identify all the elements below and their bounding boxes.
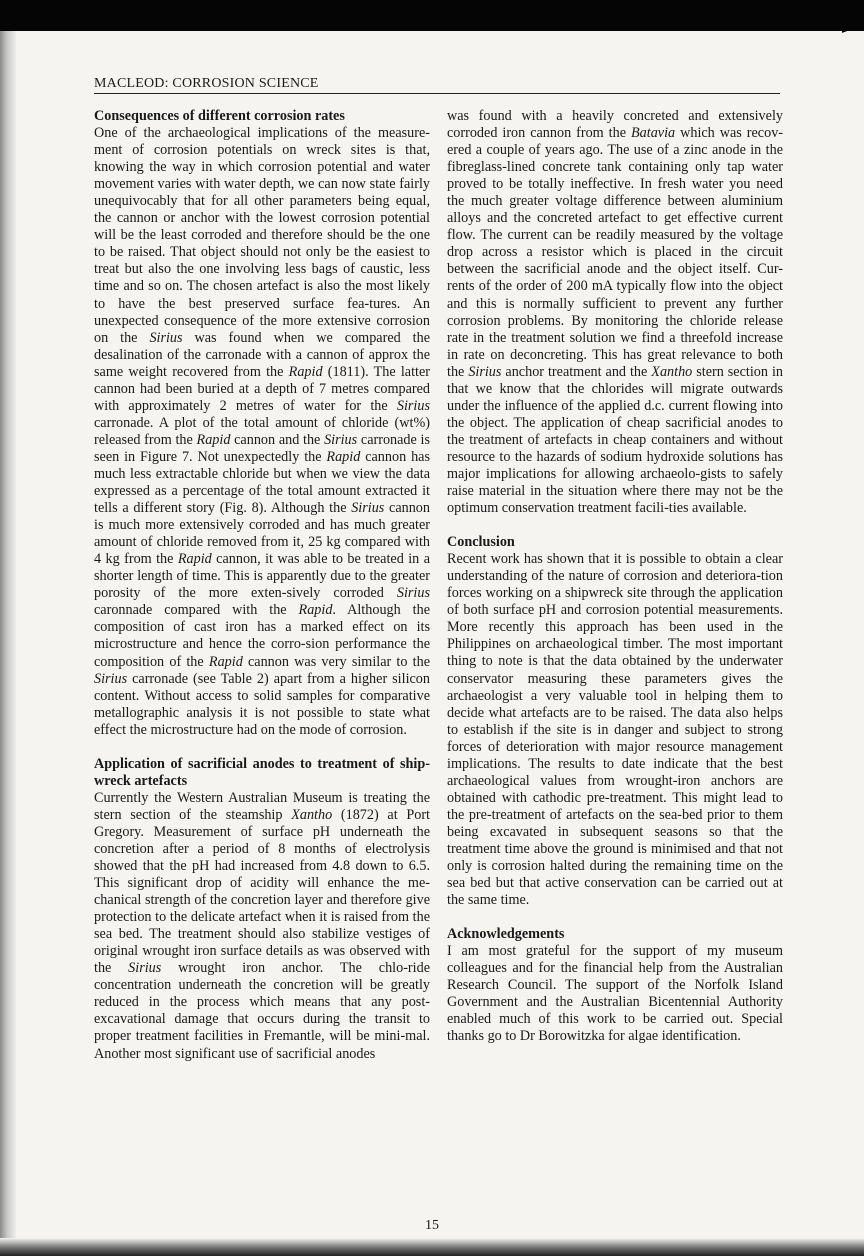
- paragraph-conclusion: Recent work has shown that it is possible to obtain a clear understanding of the nature of corrosion and deteriora-tion forces working on a shipwreck site through the application of both surface pH and corrosion potential measurements. More recently this approach has been used in the Philippines on archaeological timber. The most important thing to note is that the data obtained by the underwater conservator measuring these parameters gives the archaeologist a very valuable tool in helping them to decide what artefacts are to be raised. The data also helps to establish if the site is in danger and subject to strong forces of deterioration with major resource management implications. The results to date indicate that the best archaeological values from wrought-iron anchors are obtained with cathodic pre-treatment. This might lead to the pre-treatment of artefacts on the sea-bed prior to them being excavated in subsequent seasons so that the treatment time above the ground is minimised and that not only is corrosion halted during the remaining time on the sea bed but that active conservation can be carried out at the same time.: [447, 551, 783, 909]
- paragraph-sacrificial-anodes: Currently the Western Australian Museum is treating the stern section of the steamship Xantho (1872) at Port Gregory. Measurement of surface pH underneath the concretion after a period of 8 months of electrolysis showed that the pH had increased from 4.8 down to 6.5. This significant drop of acidity will enhance the me-chanical strength of the concretion layer and therefore give protection to the delicate artefact when it is raised from the sea bed. The treatment should also stabilize vestiges of original wrought iron surface details as was observed with the Sirius wrought iron anchor. The chlo-ride concentration underneath the concretion will be greatly reduced in the process which means that any post-excavational damage that occurs during the transit to proper treatment facilities in Fremantle, will be mini-mal. Another most significant use of sacrificial anodes: [94, 789, 430, 1062]
- scan-left-shadow: [0, 31, 16, 1256]
- paragraph-acknowledgements: I am most grateful for the support of my museum colleagues and for the financial help from the Australian Research Council. The support of the Norfolk Island Government and the Australian Bicentennial Authority enabled much of this work to be carried out. Special thanks go to Dr Borowitzka for algae identification.: [447, 943, 783, 1045]
- left-column: [94, 108, 430, 1063]
- header-rule: [94, 93, 780, 94]
- section-heading-corrosion-rates: Consequences of different corrosion rates: [94, 108, 345, 124]
- paragraph-anodes-continued: was found with a heavily concreted and extensively corroded iron cannon from the Batavia which was recov-ered a couple of years ago. The use of a zinc anode in the fibreglass-lined concrete tank containing only tap water proved to be totally ineffective. In fresh water you need the much greater voltage difference between aluminium alloys and the concreted artefact to get effective current flow. The current can be readily measured by the voltage drop across a resistor which is placed in the circuit between the sacrificial anode and the object itself. Cur-rents of the order of 200 mA typically flow into the object and this is normally sufficient to prevent any further corrosion problems. By monitoring the chloride release rate in the treatment solution we find a threefold increase in rate on deconcreting. This has great relevance to both the Sirius anchor treatment and the Xantho stern section in that we know that the chlorides will migrate outwards under the influence of the applied d.c. current flowing into the object. The application of cheap sacrificial anodes to the treatment of artefacts in cheap containers and without resource to the hazards of sodium hydroxide solutions has major implications for allowing archaeolo-gists to safely raise material in the situation where there may not be the optimum conservation treatment facili-ties available.: [447, 108, 784, 517]
- scan-top-border: [0, 0, 864, 31]
- scan-bottom-shadow: [0, 1238, 864, 1256]
- running-head: MACLEOD: CORROSION SCIENCE: [94, 76, 319, 91]
- section-heading-conclusion: Conclusion: [447, 534, 515, 551]
- page-number: 15: [425, 1218, 439, 1233]
- scan-page-curl: [842, 24, 864, 38]
- section-heading-acknowledgements: Acknowledgements: [447, 926, 565, 943]
- paragraph-corrosion-rates: One of the archaeological implications of the measure-ment of corrosion potentials on wreck sites is that, knowing the way in which corrosion potential and water movement varies with water depth, we can now state fairly unequivocably that for all other parameters being equal, the cannon or anchor with the lowest corrosion potential will be the least corroded and therefore should be the one to be raised. That object should not only be the easiest to treat but also the one involving less bags of caustic, less time and so on. The chosen artefact is also the most likely to have the best preserved surface fea-tures. An unexpected consequence of the more extensive corrosion on the Sirius was found when we compared the desalination of the carronade with a cannon of approx the same weight recovered from the Rapid (1811). The latter cannon had been buried at a depth of 7 metres compared with approximately 2 metres of water for the Sirius carronade. A plot of the total amount of chloride (wt%) released from the Rapid cannon and the Sirius carronade is seen in Figure 7. Not unexpectedly the Rapid cannon has much less extractable chloride but when we view the data expressed as a percentage of the total amount extracted it tells a different story (Fig. 8). Although the Sirius cannon is much more extensively corroded and has much greater amount of chloride removed from it, 25 kg compared with 4 kg from the Rapid cannon, it was able to be treated in a shorter length of time. This is apparently due to the greater porosity of the more exten-sively corroded Sirius caronnade compared with the Rapid. Although the composition of cast iron has a marked effect on its microstructure and hence the corro-sion performance the composition of the Rapid cannon was very similar to the Sirius carronade (see Table 2) apart from a higher silicon content. Without access to solid samples for comparative metallographic analysis it is not possible to state what effect the microstructure had on the mode of corrosion.: [94, 125, 430, 738]
- section-heading-sacrificial-anodes: Application of sacrificial anodes to treatment of ship-wreck artefacts: [94, 755, 430, 789]
- right-column: [447, 108, 783, 1045]
